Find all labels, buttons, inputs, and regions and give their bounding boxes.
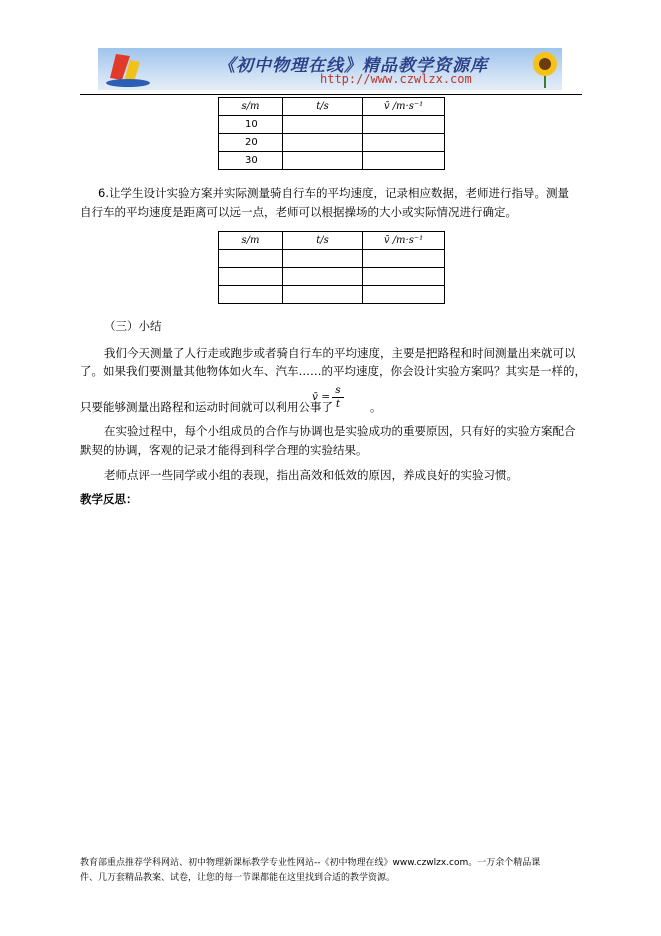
header-time: t/s [283, 98, 363, 116]
formula-numerator: s [332, 384, 344, 398]
cell-time [283, 152, 363, 170]
cell-speed [363, 152, 445, 170]
formula-period: 。 [370, 400, 382, 414]
reflection-heading: 教学反思： [80, 492, 138, 506]
header-distance: s/m [219, 98, 283, 116]
table-row [219, 286, 445, 304]
table-row [219, 134, 445, 152]
cell-time [283, 134, 363, 152]
header-speed: v̄ /m·s⁻¹ [363, 98, 445, 116]
page-footer [80, 856, 590, 886]
cell-speed [363, 116, 445, 134]
table-row [219, 152, 445, 170]
site-title: 《初中物理在线》精品教学资源库 [218, 56, 488, 76]
summary-line-3: 只要能够测量出路程和运动时间就可以利用公事了 [80, 400, 333, 414]
cell-distance: 30 [219, 152, 283, 170]
data-table-2 [218, 231, 445, 304]
cell-distance [219, 268, 283, 286]
header-speed: v̄ /m·s⁻¹ [363, 232, 445, 250]
formula-denominator: t [335, 398, 341, 410]
cell-distance [219, 250, 283, 268]
teamwork-line-2: 默契的协调，客观的记录才能得到科学合理的实验结果。 [80, 443, 368, 457]
data-table-1 [218, 97, 445, 170]
header-time: t/s [283, 232, 363, 250]
cell-distance [219, 286, 283, 304]
formula-fraction [332, 384, 344, 411]
cell-time [283, 268, 363, 286]
summary-heading: （三）小结 [104, 319, 162, 333]
teamwork-line-1: 在实验过程中，每个小组成员的合作与协调也是实验成功的重要原因，只有好的实验方案配合 [104, 424, 576, 438]
header-banner [98, 48, 562, 90]
summary-line-2: 了。如果我们要测量其他物体如火车、汽车……的平均速度，你会设计实验方案吗？其实是一样的， [80, 364, 586, 378]
table-row [219, 250, 445, 268]
header-distance: s/m [219, 232, 283, 250]
cell-speed [363, 134, 445, 152]
cell-distance: 10 [219, 116, 283, 134]
site-url[interactable]: http://www.czwlzx.com [320, 72, 472, 86]
table-row [219, 268, 445, 286]
formula-lhs: v̄ = [312, 391, 331, 403]
footer-line-1: 教育部重点推荐学科网站、初中物理新课标教学专业性网站--《初中物理在线》www.czwlzx.com。一万余个精品课 [80, 858, 541, 868]
header-divider [80, 94, 582, 95]
cell-speed [363, 286, 445, 304]
cell-distance: 20 [219, 134, 283, 152]
footer-line-2: 件、几万套精品教案、试卷，让您的每一节课都能在这里找到合适的教学资源。 [80, 873, 396, 883]
item-6-line-1: 6.让学生设计实验方案并实际测量骑自行车的平均速度，记录相应数据，老师进行指导。测量 [98, 186, 569, 200]
cell-speed [363, 268, 445, 286]
teacher-comment: 老师点评一些同学或小组的表现，指出高效和低效的原因，养成良好的实验习惯。 [104, 468, 518, 482]
cell-speed [363, 250, 445, 268]
table-row [219, 116, 445, 134]
summary-line-1: 我们今天测量了人行走或跑步或者骑自行车的平均速度，主要是把路程和时间测量出来就可以 [104, 346, 576, 360]
site-logo-icon [102, 50, 154, 88]
cell-time [283, 250, 363, 268]
item-6-line-2: 自行车的平均速度是距离可以远一点，老师可以根据操场的大小或实际情况进行确定。 [80, 205, 517, 219]
cell-time [283, 116, 363, 134]
average-speed-formula [312, 384, 362, 414]
sunflower-icon [530, 50, 560, 88]
cell-time [283, 286, 363, 304]
